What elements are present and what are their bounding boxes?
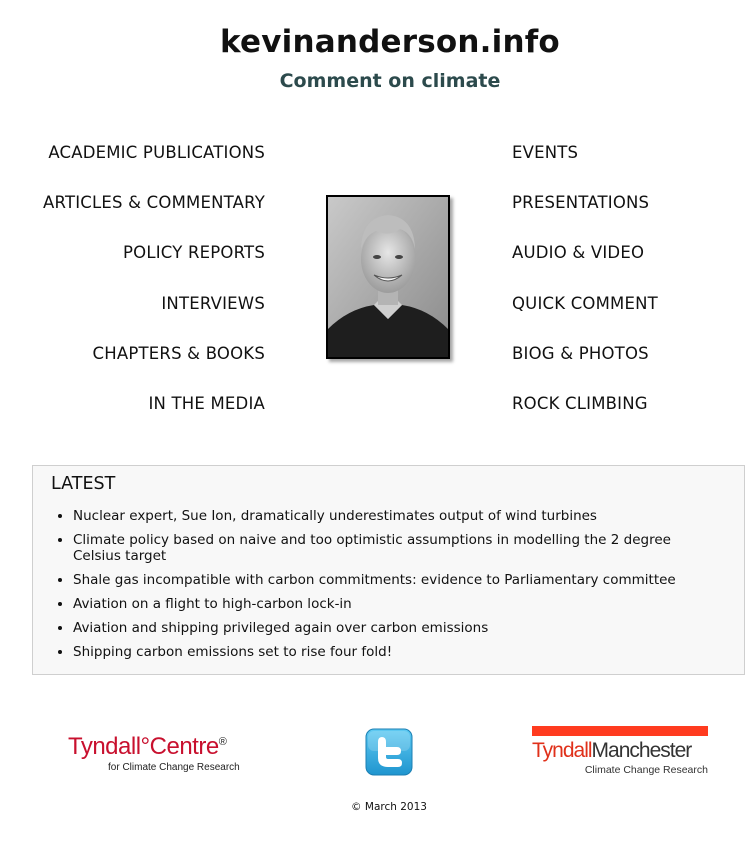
latest-link[interactable]: Shale gas incompatible with carbon commitments: evidence to Parliamentary committee [73, 572, 676, 588]
latest-link[interactable]: Aviation on a flight to high-carbon lock-in [73, 596, 352, 612]
latest-panel [32, 465, 745, 675]
latest-link[interactable]: Climate policy based on naive and too optimistic assumptions in modelling the 2 degree Celsius target [73, 532, 671, 564]
tyndall-manchester-name: TyndallManchester [532, 739, 692, 762]
tyndall-manchester-logo[interactable] [532, 726, 708, 778]
nav-articles-commentary[interactable]: ARTICLES & COMMENTARY [43, 193, 265, 212]
portrait-image [328, 197, 448, 357]
latest-link[interactable]: Nuclear expert, Sue Ion, dramatically underestimates output of wind turbines [73, 508, 597, 524]
nav-academic-publications[interactable]: ACADEMIC PUBLICATIONS [48, 143, 265, 162]
tyndall-manchester-tagline: Climate Change Research [584, 764, 708, 776]
list-item [73, 532, 723, 564]
nav-interviews[interactable]: INTERVIEWS [161, 294, 265, 313]
portrait-photo [326, 195, 450, 359]
latest-heading: LATEST [51, 474, 116, 494]
nav-events[interactable]: EVENTS [512, 143, 579, 162]
nav-presentations[interactable]: PRESENTATIONS [512, 193, 650, 212]
tyndall-centre-tagline: for Climate Change Research [108, 762, 240, 773]
nav-chapters-books[interactable]: CHAPTERS & BOOKS [92, 344, 265, 363]
list-item [73, 644, 723, 660]
list-item [73, 596, 723, 612]
manchester-red-bar [532, 726, 708, 736]
latest-link[interactable]: Aviation and shipping privileged again over carbon emissions [73, 620, 489, 636]
nav-right [512, 0, 742, 430]
nav-biog-photos[interactable]: BIOG & PHOTOS [512, 344, 649, 363]
list-item [73, 572, 723, 588]
footer-copyright: © March 2013 [351, 801, 427, 813]
twitter-link[interactable] [365, 728, 413, 776]
site-title: kevinanderson.info [220, 24, 560, 60]
nav-rock-climbing[interactable]: ROCK CLIMBING [512, 394, 648, 413]
nav-policy-reports[interactable]: POLICY REPORTS [123, 243, 265, 262]
nav-audio-video[interactable]: AUDIO & VIDEO [512, 243, 645, 262]
site-subtitle: Comment on climate [279, 70, 501, 92]
twitter-bird-icon [365, 728, 413, 776]
list-item [73, 508, 723, 524]
nav-left [0, 0, 265, 430]
latest-list [73, 508, 723, 668]
tyndall-centre-name: Tyndall°Centre® [68, 733, 227, 760]
list-item [73, 620, 723, 636]
tyndall-centre-logo[interactable] [68, 733, 248, 777]
nav-in-the-media[interactable]: IN THE MEDIA [148, 394, 265, 413]
nav-quick-comment[interactable]: QUICK COMMENT [512, 294, 658, 313]
latest-link[interactable]: Shipping carbon emissions set to rise four fold! [73, 644, 393, 660]
